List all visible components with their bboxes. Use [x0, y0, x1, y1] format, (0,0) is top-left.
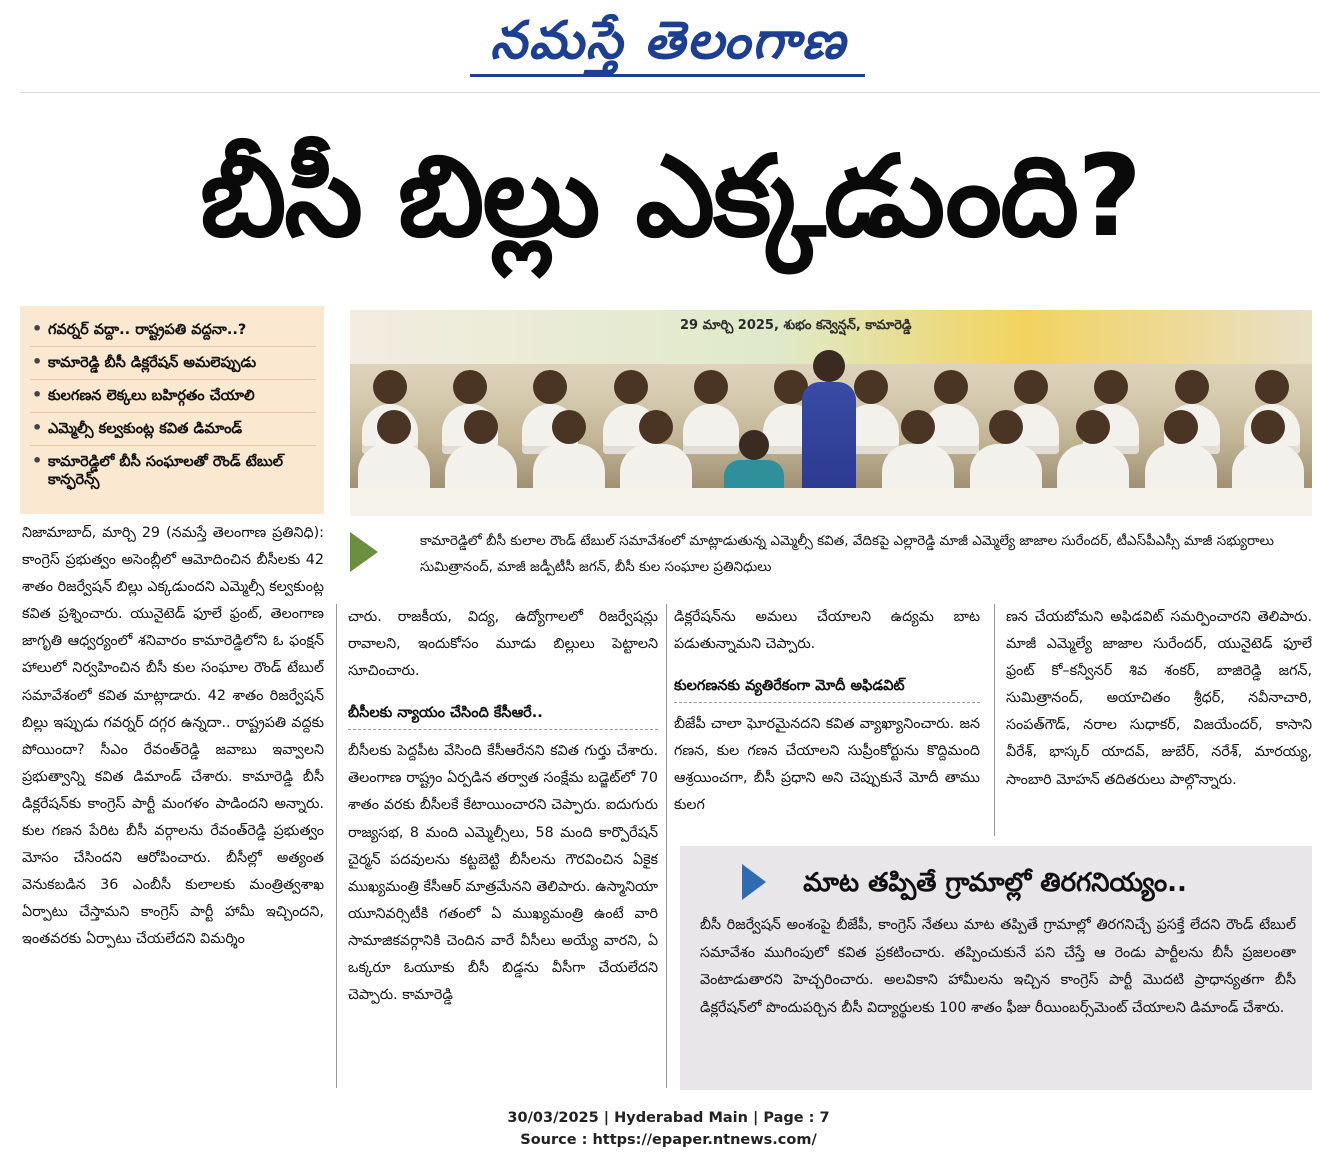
article-paragraph: బీసీలకు పెద్దపీట వేసింది కేసీఆరేనని కవిత గుర్తు చేశారు. తెలంగాణ రాష్ట్రం ఏర్పడిన తర్వాత సంక్షేమ బడ్జెట్‌లో 70 శాతం వరకు బీసీలకే కేటాయించారని చెప్పారు. ఐదుగురు రాజ్యసభ, 8 మంది ఎమ్మెల్సీలు, 58 మంది కార్పొరేషన్ చైర్మన్ పదవులను కట్టబెట్టి బీసీలను గౌరవించిన ఏకైక ముఖ్యమంత్రి కేసీఆర్ మాత్రమేనని తెలిపారు. ఉస్మానియా యూనివర్సిటీకి గతంలో ఏ ముఖ్యమంత్రి ఉంటే వారి సామాజికవర్గానికి చెందిన వారే వీసీలు అయ్యే వారని, ఏ ఒక్కరూ ఓయూకు బీసీ బిడ్డను వీసీగా చేయలేదని చెప్పారు. కామారెడ్డి — [348, 743, 658, 1004]
bullet-icon: • — [32, 385, 43, 404]
column-divider — [666, 604, 667, 1088]
column-divider — [994, 604, 995, 836]
photo-table — [350, 488, 1312, 516]
article-paragraph: ణన చేయబోమని అఫిడవిట్ సమర్పించారని తెలిపారు. మాజీ ఎమ్మెల్యే జాజాల సురేందర్, యునైటెడ్ ఫూలే ఫ్రంట్ కో–కన్వీనర్ శివ శంకర్, బాజిరెడ్డి జగన్, సుమిత్రానంద్, అయాచితం శ్రీధర్, నవీనాచారి, సంపత్‌గౌడ్, నరాల సుధాకర్, విజయేందర్, కాసాని వీరేశ్, భాస్కర్ యాదవ్, జుబేర్, నరేశ్, మారయ్య, సాంబారి మోహన్ తదితరులు పాల్గొన్నారు. — [1006, 609, 1312, 788]
highlight-item — [30, 413, 316, 446]
article-column-4 — [1006, 604, 1312, 836]
footer-source-link[interactable]: Source : https://epaper.ntnews.com/ — [520, 1132, 817, 1148]
highlight-text: ఎమ్మెల్సీ కల్వకుంట్ల కవిత డిమాండ్ — [48, 421, 243, 437]
highlight-item — [30, 347, 316, 380]
newspaper-masthead: నమస్తే తెలంగాణ — [490, 10, 847, 71]
bullet-icon: • — [32, 418, 43, 437]
article-column-2 — [348, 604, 658, 1088]
article-subhead: కులగణనకు వ్యతిరేకంగా మోదీ అఫిడవిట్ — [674, 672, 980, 703]
news-photo — [350, 310, 1312, 516]
footer-edition-info: 30/03/2025 | Hyderabad Main | Page : 7 — [507, 1110, 830, 1126]
highlight-text: గవర్నర్ వద్దా.. రాష్ట్రపతి వద్దనా..? — [48, 322, 247, 338]
article-paragraph: చారు. రాజకీయ, విద్య, ఉద్యోగాలలో రిజర్వేషన్లు రావాలని, ఇందుకోసం మూడు బిల్లులు పెట్టాలని సూచించారు. — [348, 609, 658, 680]
highlight-text: కులగణన లెక్కలు బహిర్గతం చేయాలి — [48, 388, 255, 404]
highlights-box — [20, 306, 324, 514]
article-column-3 — [674, 604, 980, 836]
highlight-text: కామారెడ్డి బీసీ డిక్లరేషన్ అమలెప్పుడు — [48, 355, 257, 371]
sidebar-story-body: బీసీ రిజర్వేషన్ అంశంపై బీజేపీ, కాంగ్రెస్ నేతలు మాట తప్పితే గ్రామాల్లో తిరగనిచ్చే ప్రసక్తే లేదని రౌండ్ టేబుల్ సమావేశం ముగింపులో కవిత ప్రకటించారు. తప్పించుకునే పని చేస్తే ఆ రెండు పార్టీలను బీసీ ప్రజలంతా వెంటాడుతారని హెచ్చరించారు. అలవికాని హామీలను ఇచ్చిన కాంగ్రెస్ పార్టీ మొదటి ప్రాధాన్యతగా బీసీ డిక్లరేషన్‌లో పొందుపర్చిన బీసీ విద్యార్థులకు 100 శాతం ఫీజు రీయింబర్స్‌మెంట్ చేయాలని డిమాండ్ చేశారు. — [700, 917, 1296, 1016]
highlight-item — [30, 446, 316, 496]
article-column-1 — [22, 520, 324, 1088]
bullet-icon: • — [32, 319, 43, 338]
sidebar-story-title: మాట తప్పితే గ్రామాల్లో తిరగనియ్యం.. — [803, 868, 1187, 898]
article-paragraph: బీజేపీ చాలా ఘోరమైనదని కవిత వ్యాఖ్యానించారు. జన గణన, కుల గణన చేయాలని సుప్రీంకోర్టును కొద్దిమంది ఆశ్రయించగా, బీసీ ప్రధాని అని చెప్పుకునే మోదీ తాము కులగ — [674, 716, 980, 814]
photo-banner-text: 29 మార్చి 2025, శుభం కన్వెన్షన్, కామారెడ్డి — [680, 318, 912, 333]
article-paragraph: నిజామాబాద్, మార్చి 29 (నమస్తే తెలంగాణ ప్రతినిధి): కాంగ్రెస్ ప్రభుత్వం అసెంబ్లీలో ఆమోదించిన బీసీలకు 42 శాతం రిజర్వేషన్ బిల్లు ఎక్కడుందని ఎమ్మెల్సీ కల్వకుంట్ల కవిత ప్రశ్నించారు. యునైటెడ్ ఫూలే ఫ్రంట్, తెలంగాణ జాగృతి ఆధ్వర్యంలో శనివారం కామారెడ్డిలోని ఓ ఫంక్షన్ హాలులో నిర్వహించిన బీసీ కుల సంఘాల రౌండ్ టేబుల్ సమావేశంలో కవిత మాట్లాడారు. 42 శాతం రిజర్వేషన్ బిల్లు ఇప్పుడు గవర్నర్ దగ్గర ఉన్నదా.. రాష్ట్రపతి వద్దకు పోయిందా? సీఎం రేవంత్‌రెడ్డి జవాబు ఇవ్వాలని ప్రభుత్వాన్ని కవిత డిమాండ్ చేశారు. కామారెడ్డి బీసీ డిక్లరేషన్‌కు కాంగ్రెస్ పార్టీ మంగళం పాడిందని అన్నారు. కుల గణన పేరిట బీసీ వర్గాలను రేవంత్‌రెడ్డి ప్రభుత్వం మోసం చేసిందని ఆరోపించారు. బీసీల్లో అత్యంత వెనుకబడిన 36 ఎంబీసీ కులాలకు మంత్రిత్వశాఖ ఏర్పాటు చేస్తామని కాంగ్రెస్ పార్టీ హామీ ఇచ్చిందని, ఇంతవరకు ఏర్పాటు చేయలేదని విమర్శిం — [22, 525, 324, 948]
bullet-icon: • — [32, 352, 43, 371]
article-paragraph: డిక్లరేషన్‌ను అమలు చేయాలని ఉద్యమ బాట పడుతున్నామని చెప్పారు. — [674, 609, 980, 653]
main-headline: బీసీ బిల్లు ఎక్కడుంది? — [199, 132, 1141, 262]
article-subhead: బీసీలకు న్యాయం చేసింది కేసీఆరే.. — [348, 699, 658, 730]
bullet-icon: • — [32, 451, 43, 470]
highlight-item — [30, 314, 316, 347]
highlight-text: కామారెడ్డిలో బీసీ సంఘాలతో రౌండ్ టేబుల్ కాన్ఫరెన్స్ — [48, 454, 284, 488]
highlight-item — [30, 380, 316, 413]
masthead-underline — [470, 74, 865, 77]
column-divider — [336, 604, 337, 1088]
photo-caption: కామారెడ్డిలో బీసీ కులాల రౌండ్ టేబుల్ సమావేశంలో మాట్లాడుతున్న ఎమ్మెల్సీ కవిత, వేదికపై ఎల్లారెడ్డి మాజీ ఎమ్మెల్యే జాజాల సురేందర్, టీఎస్‌పీఎస్సీ మాజీ సభ్యురాలు సుమిత్రానంద్, మాజీ జడ్పీటీసీ జగన్, బీసీ కుల సంఘాల ప్రతినిధులు — [420, 533, 1274, 575]
top-divider — [20, 92, 1320, 93]
caption-arrow-icon — [350, 532, 378, 572]
